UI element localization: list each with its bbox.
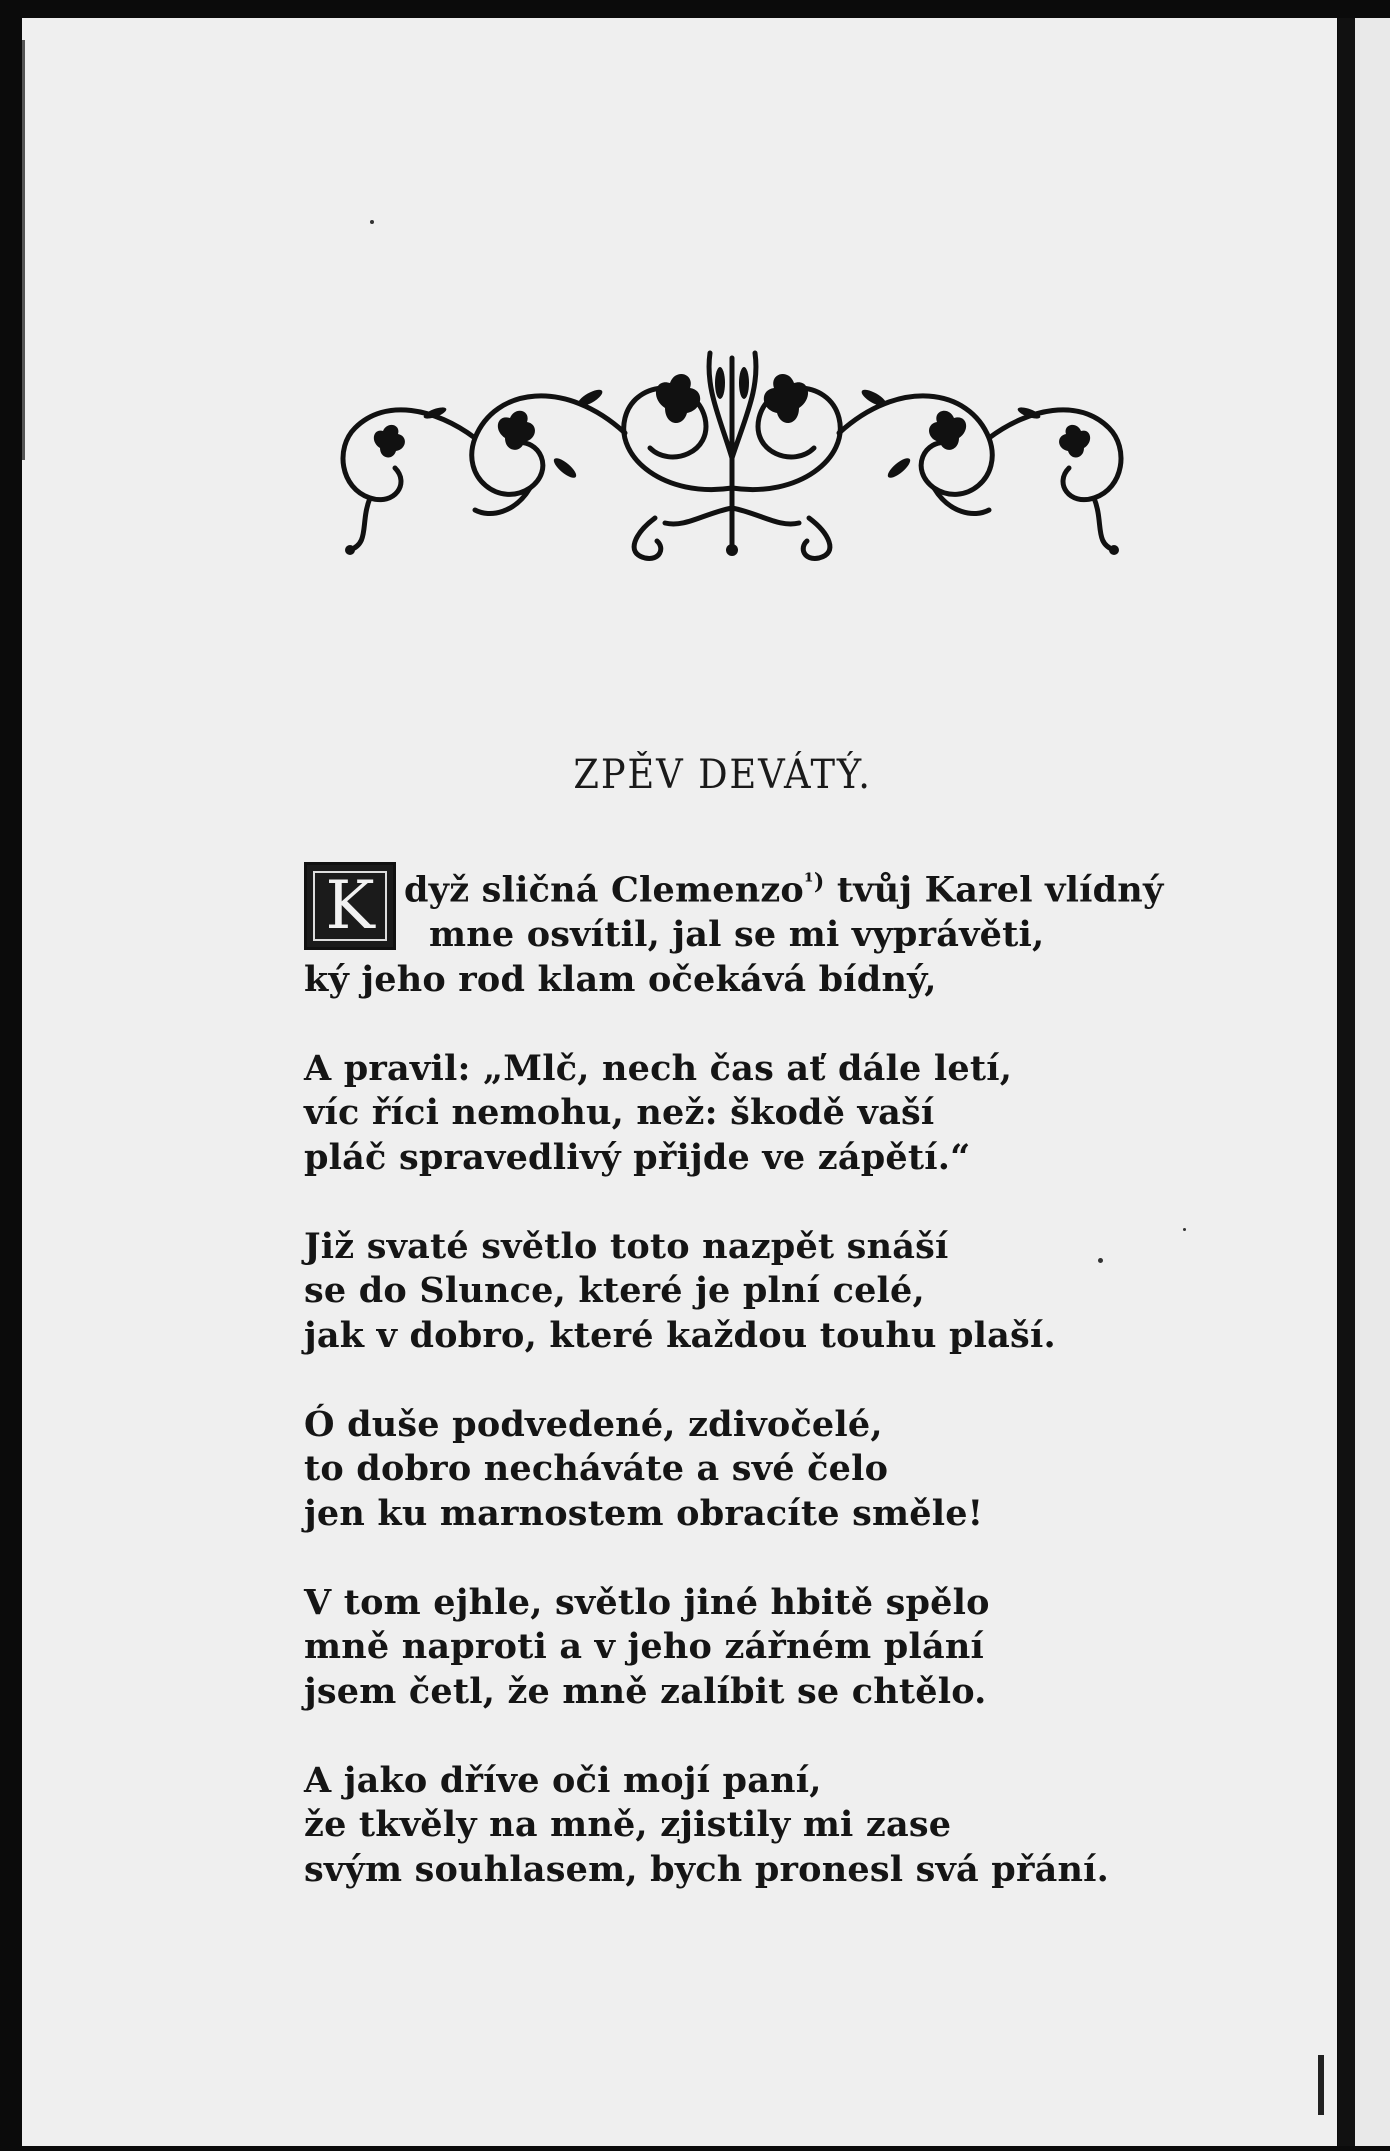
- poem-line: A jako dříve oči mojí paní,: [304, 1759, 822, 1801]
- stanza-6: [304, 1759, 1204, 1893]
- ink-fleck: [1098, 1258, 1103, 1263]
- poem-line: jen ku marnostem obracíte směle!: [304, 1492, 984, 1534]
- binding-mark: [22, 40, 25, 460]
- poem-line: svým souhlasem, bych pronesl svá přání.: [304, 1848, 1110, 1890]
- ink-fleck: [1183, 1228, 1186, 1231]
- footnote-reference: ¹): [803, 869, 825, 895]
- stanza-5: [304, 1581, 1204, 1715]
- ink-fleck: [370, 220, 374, 224]
- canto-title: ZPĚV DEVÁTÝ.: [573, 752, 872, 798]
- poem-body: [304, 860, 1204, 1937]
- poem-line: víc říci nemohu, než: škodě vaší: [304, 1092, 935, 1134]
- page-gutter: [1338, 18, 1355, 2146]
- poem-line: mně naproti a v jeho zářném plání: [304, 1626, 984, 1668]
- poem-line: jsem četl, že mně zalíbit se chtělo.: [304, 1670, 987, 1712]
- poem-line: [304, 860, 1204, 913]
- poem-line: pláč spravedlivý přijde ve zápětí.“: [304, 1136, 971, 1178]
- poem-line: ký jeho rod klam očekává bídný,: [304, 958, 937, 1000]
- decorated-initial: [304, 862, 396, 950]
- poem-line-text: tvůj Karel vlídný: [824, 869, 1164, 911]
- stanza-2: [304, 1047, 1204, 1181]
- next-page-edge: [1355, 18, 1390, 2146]
- poem-line: jak v dobro, které každou touhu plaší.: [304, 1314, 1056, 1356]
- decorated-initial-letter: K: [313, 871, 387, 941]
- stanza-4: [304, 1403, 1204, 1537]
- poem-line: V tom ejhle, světlo jiné hbitě spělo: [304, 1581, 990, 1623]
- poem-line: že tkvěly na mně, zjistily mi zase: [304, 1804, 952, 1846]
- stanza-3: [304, 1225, 1204, 1359]
- stanza-1: [304, 860, 1204, 1002]
- floral-headpiece-ornament-icon: [325, 338, 1140, 568]
- poem-line-text: dyž sličná Clemenzo: [404, 869, 804, 911]
- poem-line: to dobro necháváte a své čelo: [304, 1448, 889, 1490]
- poem-line: A pravil: „Mlč, nech čas ať dále letí,: [304, 1047, 1013, 1089]
- poem-line: Ó duše podvedené, zdivočelé,: [304, 1403, 883, 1445]
- poem-line: se do Slunce, které je plní celé,: [304, 1270, 925, 1312]
- poem-line: Již svaté světlo toto nazpět snáší: [304, 1225, 949, 1267]
- poem-line: mne osvítil, jal se mi vyprávěti,: [429, 914, 1045, 956]
- page-edge-mark: [1318, 2055, 1324, 2115]
